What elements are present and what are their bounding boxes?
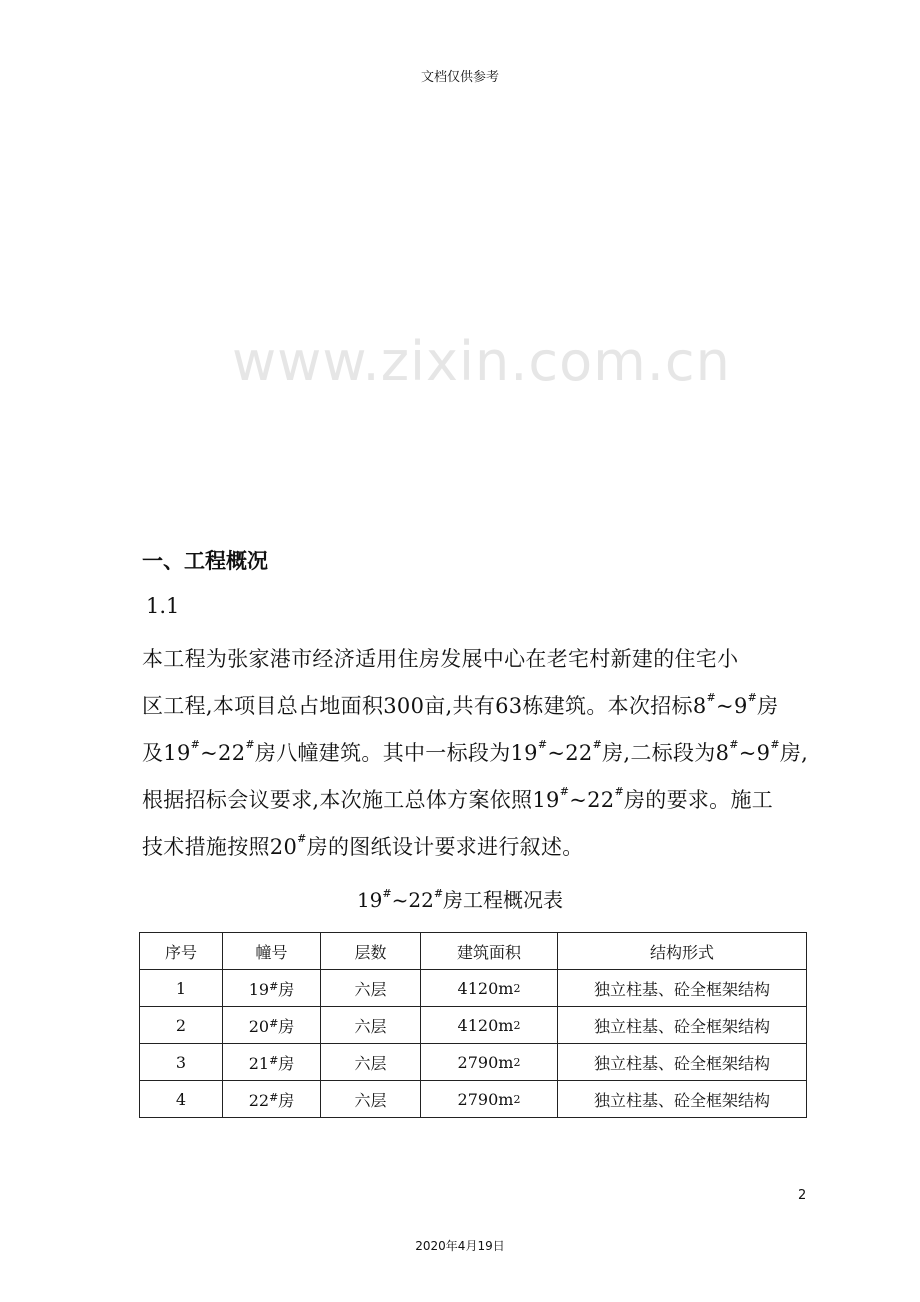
page-number: 2 (798, 1188, 807, 1203)
cell-building: 21#房 (223, 1044, 321, 1081)
cell-structure: 独立柱基、砼全框架结构 (558, 970, 807, 1007)
footer-date: 2020年4月19日 (415, 1239, 505, 1253)
cell-index: 1 (140, 970, 223, 1007)
cell-building: 20#房 (223, 1007, 321, 1044)
cell-structure: 独立柱基、砼全框架结构 (558, 1081, 807, 1118)
table-row (140, 1007, 807, 1044)
cell-area: $2790m^2$ (421, 1081, 558, 1118)
cell-floors: 六层 (321, 1007, 421, 1044)
cell-index: 2 (140, 1007, 223, 1044)
cell-area: $4120m^2$ (421, 970, 558, 1007)
cell-floors: 六层 (321, 1081, 421, 1118)
table-row (140, 1081, 807, 1118)
paragraph-line: 根据招标会议要求,本次施工总体方案依照19#~22#房的要求。施工 (142, 785, 774, 812)
header-cell: 建筑面积 (421, 933, 558, 970)
watermark: www.zixin.com.cn (232, 330, 731, 393)
cell-structure: 独立柱基、砼全框架结构 (558, 1044, 807, 1081)
cell-index: 3 (140, 1044, 223, 1081)
paragraph-line: 本工程为张家港市经济适用住房发展中心在老宅村新建的住宅小 (142, 647, 739, 671)
page-header: 文档仅供参考 (420, 70, 499, 85)
cell-floors: 六层 (321, 1044, 421, 1081)
cell-structure: 独立柱基、砼全框架结构 (558, 1007, 807, 1044)
table-header-row (140, 933, 807, 970)
table-row (140, 1044, 807, 1081)
cell-floors: 六层 (321, 970, 421, 1007)
overview-paragraph (142, 641, 822, 876)
paragraph-line: 区工程,本项目总占地面积300亩,共有63栋建筑。本次招标8#~9#房 (142, 691, 779, 718)
header-cell: 序号 (140, 933, 223, 970)
cell-area: $2790m^2$ (421, 1044, 558, 1081)
paragraph-line: 技术措施按照20#房的图纸设计要求进行叙述。 (142, 832, 584, 859)
cell-area: $4120m^2$ (421, 1007, 558, 1044)
header-cell: 结构形式 (558, 933, 807, 970)
header-cell: 层数 (321, 933, 421, 970)
header-cell: 幢号 (223, 933, 321, 970)
cell-index: 4 (140, 1081, 223, 1118)
table-row (140, 970, 807, 1007)
overview-table (139, 932, 807, 1118)
cell-building: 22#房 (223, 1081, 321, 1118)
subsection-number: 1.1 (146, 594, 180, 618)
section-title: 一、工程概况 (142, 549, 268, 573)
cell-building: 19#房 (223, 970, 321, 1007)
paragraph-line: 及19#~22#房八幢建筑。其中一标段为19#~22#房,二标段为8#~9#房, (142, 738, 809, 765)
table-caption: 19#~22#房工程概况表 (356, 887, 564, 912)
